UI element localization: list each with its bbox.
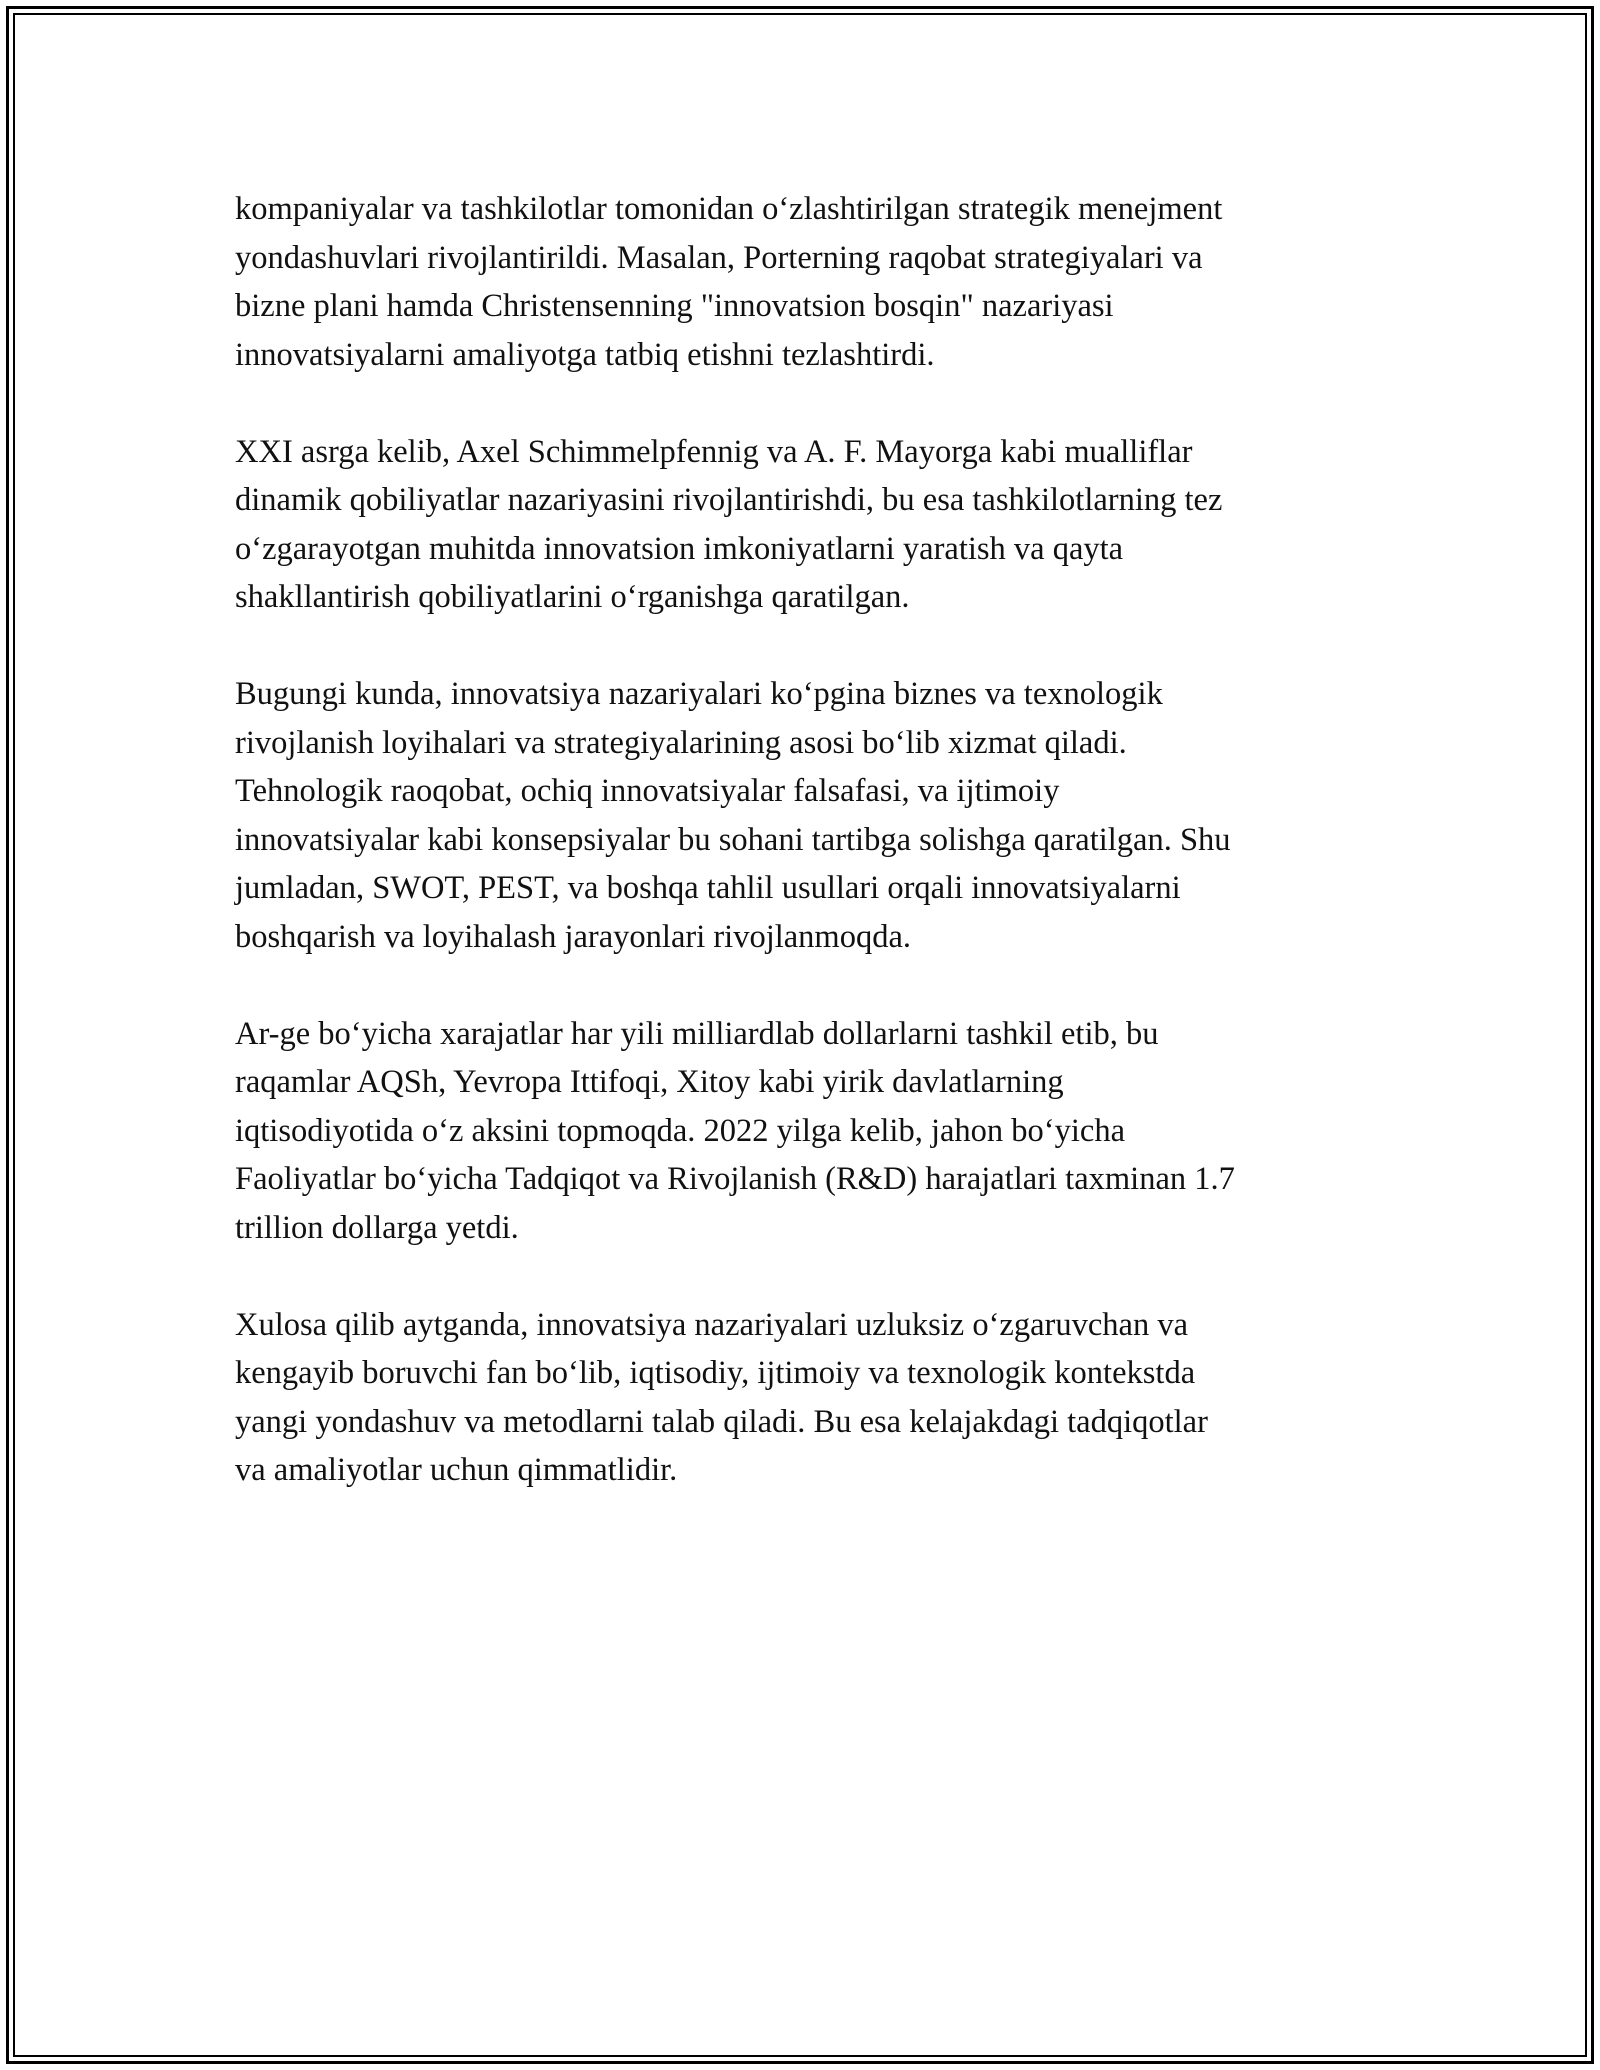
paragraph-line: innovatsiyalarni amaliyotga tatbiq etishni tezlashtirdi. [235,336,935,373]
paragraph-line: iqtisodiyotida o‘z aksini topmoqda. 2022 yilga kelib, jahon bo‘yicha [235,1112,1125,1149]
paragraph-line: trillion dollarga yetdi. [235,1209,519,1246]
paragraph-line: bizne plani hamda Christensenning "innovatsion bosqin" nazariyasi [235,288,1114,324]
paragraph-line: jumladan, SWOT, PEST, va boshqa tahlil usullari orqali innovatsiyalarni [235,870,1181,906]
paragraph-line: Tehnologik raoqobat, ochiq innovatsiyalar falsafasi, va ijtimoiy [235,773,1060,809]
paragraph-5 [235,1301,1375,1495]
paragraph-line: yondashuvlari rivojlantirildi. Masalan, Porterning raqobat strategiyalari va [235,239,1203,276]
paragraph-line: kengayib boruvchi fan bo‘lib, iqtisodiy, ijtimoiy va texnologik kontekstda [235,1355,1196,1391]
paragraph-line: yangi yondashuv va metodlarni talab qiladi. Bu esa kelajakdagi tadqiqotlar [235,1403,1208,1440]
paragraph-line: Ar-ge bo‘yicha xarajatlar har yili milliardlab dollarlarni tashkil etib, bu [235,1015,1159,1052]
paragraph-line: shakllantirish qobiliyatlarini o‘rganishga qaratilgan. [235,579,910,615]
paragraph-line: va amaliyotlar uchun qimmatlidir. [235,1452,678,1488]
document-body [235,185,1375,1543]
paragraph-line: rivojlanish loyihalari va strategiyalarining asosi bo‘lib xizmat qiladi. [235,724,1127,761]
paragraph-line: Faoliyatlar bo‘yicha Tadqiqot va Rivojlanish (R&D) harajatlari taxminan 1.7 [235,1161,1235,1197]
paragraph-line: XXI asrga kelib, Axel Schimmelpfennig va A. F. Mayorga kabi mualliflar [235,433,1193,470]
paragraph-4 [235,1010,1375,1253]
paragraph-1 [235,185,1375,379]
paragraph-2 [235,428,1375,622]
paragraph-line: raqamlar AQSh, Yevropa Ittifoqi, Xitoy kabi yirik davlatlarning [235,1064,1064,1100]
paragraph-line: innovatsiyalar kabi konsepsiyalar bu sohani tartibga solishga qaratilgan. Shu [235,821,1231,858]
paragraph-line: Bugungi kunda, innovatsiya nazariyalari ko‘pgina biznes va texnologik [235,676,1163,712]
paragraph-line: kompaniyalar va tashkilotlar tomonidan o‘zlashtirilgan strategik menejment [235,191,1223,227]
paragraph-line: o‘zgarayotgan muhitda innovatsion imkoniyatlarni yaratish va qayta [235,530,1124,567]
paragraph-line: boshqarish va loyihalash jarayonlari rivojlanmoqda. [235,918,912,955]
paragraph-3 [235,670,1375,961]
paragraph-line: Xulosa qilib aytganda, innovatsiya nazariyalari uzluksiz o‘zgaruvchan va [235,1306,1188,1343]
paragraph-line: dinamik qobiliyatlar nazariyasini rivojlantirishdi, bu esa tashkilotlarning tez [235,482,1223,518]
